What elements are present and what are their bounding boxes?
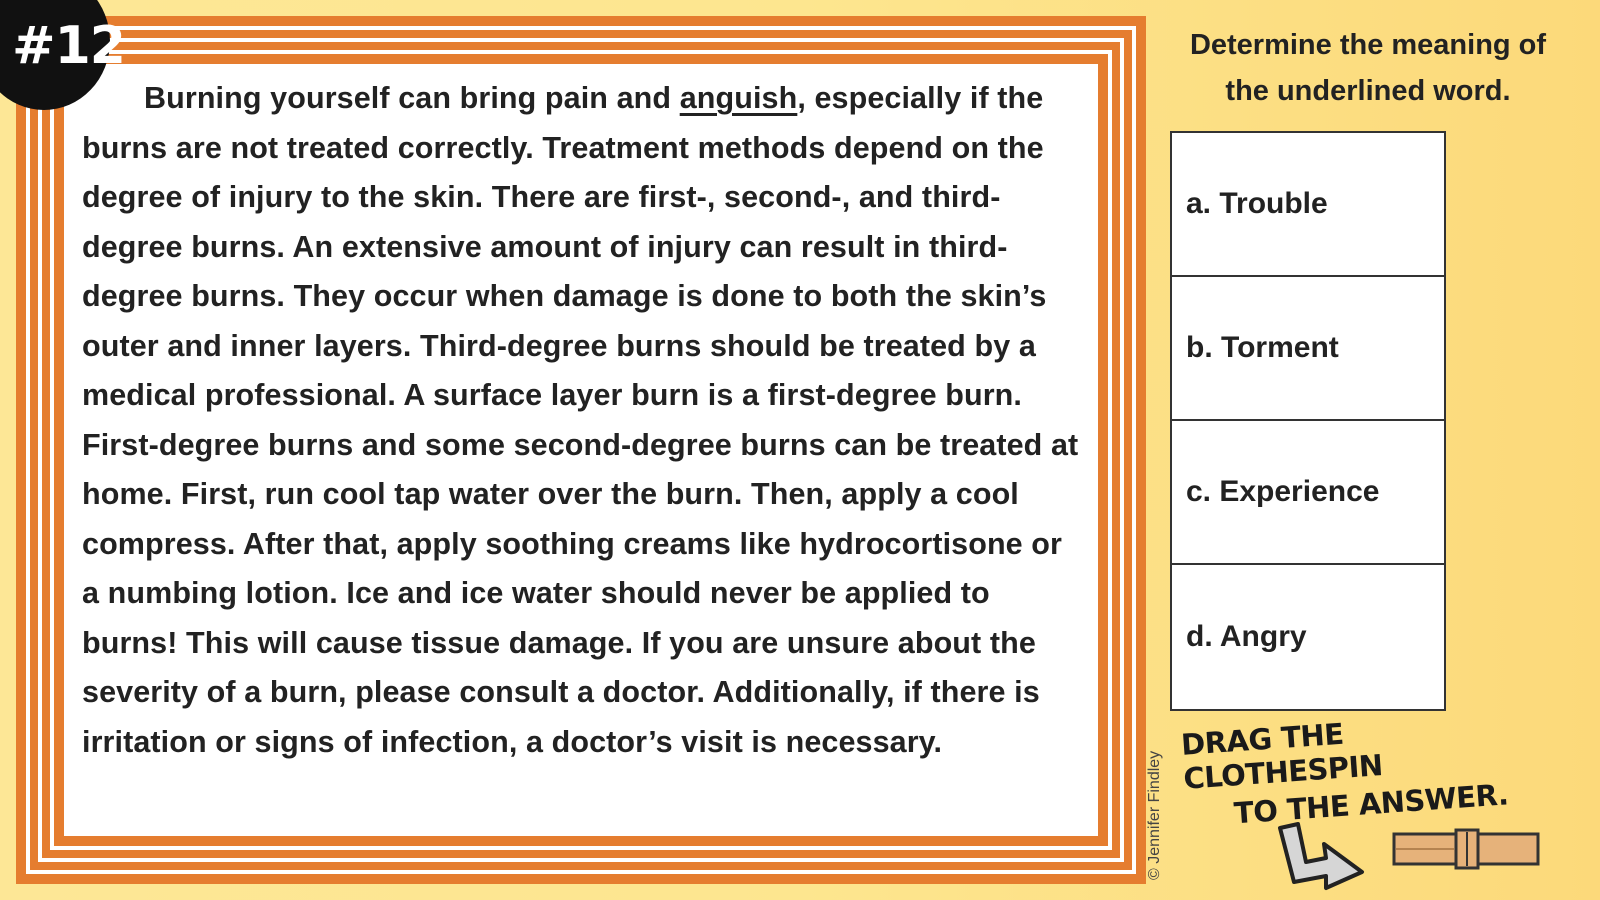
answer-option-a[interactable]: a. Trouble: [1172, 133, 1444, 277]
answer-option-d[interactable]: d. Angry: [1186, 620, 1307, 653]
answer-option-c[interactable]: c. Experience: [1172, 421, 1444, 565]
passage-text-before: Burning yourself can bring pain and: [144, 81, 680, 115]
arrow-icon: [1276, 820, 1372, 892]
underlined-word: anguish: [679, 81, 798, 115]
clothespin-icon[interactable]: [1392, 828, 1542, 870]
copyright-notice: © Jennifer Findley: [1146, 750, 1163, 880]
question-number: #12: [12, 16, 125, 76]
drag-instruction-line-2: TO THE ANSWER.: [1232, 777, 1510, 831]
answer-choices: [1170, 131, 1446, 711]
answer-option-b[interactable]: b. Torment: [1172, 277, 1444, 421]
passage-text-after: , especially if the burns are not treated correctly. Treatment methods depend on the degree of injury to the skin. There are first-, second-, and third-degree burns. An extensive amount of injury can result in third-degree burns. They occur when damage is done to both the skin’s outer and inner layers. Third-degree burns should be treated by a medical professional. A surface layer burn is a first-degree burn. First-degree burns and some second-degree burns can be treated at home. First, run cool tap water over the burn. Then, apply a cool compress. After that, apply soothing creams like hydrocortisone or a numbing lotion. Ice and ice water should never be applied to burns! This will cause tissue damage. If you are unsure about the severity of a burn, please consult a doctor. Additionally, if there is irritation or signs of infection, a doctor’s visit is necessary.: [82, 81, 1079, 759]
prompt-line-1: Determine the meaning of: [1189, 29, 1547, 61]
drag-instruction: [1180, 704, 1527, 833]
prompt-line-2: the underlined word.: [1225, 75, 1511, 107]
question-prompt: [1160, 22, 1576, 114]
drag-instruction-line-1: DRAG THE CLOTHESPIN: [1180, 716, 1384, 796]
reading-passage: [82, 74, 1082, 767]
